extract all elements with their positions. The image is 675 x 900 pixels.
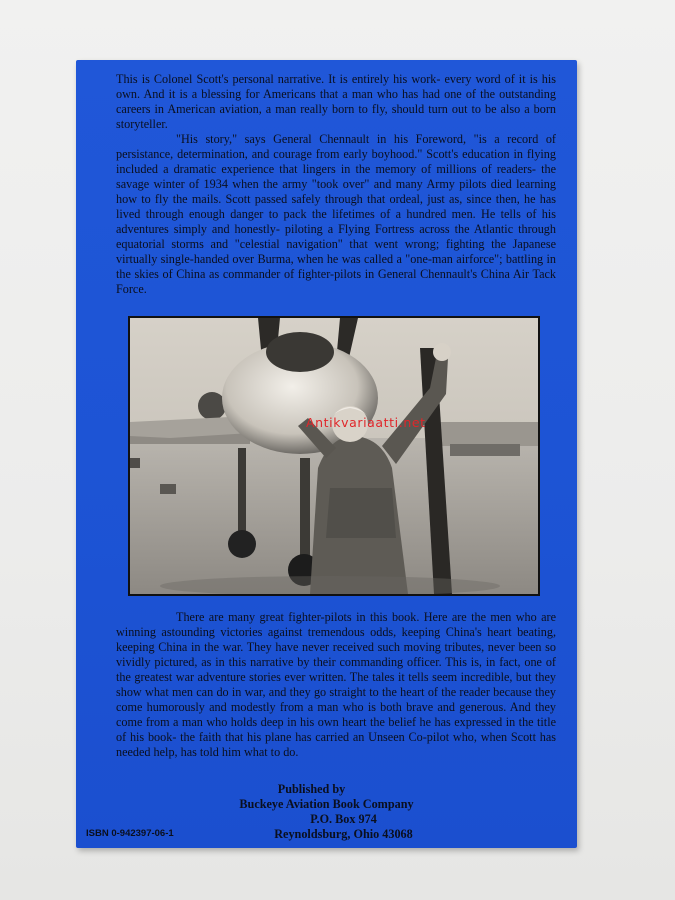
blurb-bottom-paragraph-1: There are many great fighter-pilots in this book. Here are the men who are winning astounding victories against tremendous odds, keeping China's heart beating, keeping China in the war. They have never received such moving tributes, never been so vividly pictured, as in this narrative by their commanding officer. This is, in fact, one of the greatest war adventure stories ever written. The tales it tells seem incredible, but they show what men can do in war, and they go straight to the heart of the reader because they come humorously and modestly from a man who is both brave and generous. And they come from a man who holds deep in his own heart the belief he has expressed in the title of his book- the faith that his plane has carried an Unseen Co-pilot who, when Scott has needed help, has told him what to do. bbox=[116, 610, 556, 759]
isbn-label: ISBN 0-942397-06-1 bbox=[86, 828, 174, 839]
book-back-cover bbox=[76, 60, 577, 848]
publisher-line-published-by: Published by bbox=[277, 782, 346, 796]
blurb-top bbox=[116, 72, 556, 297]
blurb-top-paragraph-1: This is Colonel Scott's personal narrative. It is entirely his work- every word of it is his own. And it is a blessing for Americans that a man who has had one of the outstanding careers in American aviation, a man really born to fly, should turn out to be also a born storyteller. bbox=[116, 72, 556, 131]
pilot-with-jet-photo bbox=[130, 318, 538, 594]
publisher-line-company: Buckeye Aviation Book Company bbox=[239, 797, 414, 811]
blurb-top-paragraph-2: "His story," says General Chennault in his Foreword, "is a record of persistance, determination, and courage from early boyhood." Scott's education in flying included a dramatic experience that lingers in the memory of millions of readers- the savage winter of 1934 when the army "took over" and many Army pilots died learning how to fly the mails. Scott passed safely through that ordeal, just as, since then, he has lived through enough danger to pack the lifetimes of a hundred men. He tells of his adventures simply and honestly- piloting a Flying Fortress across the Atlantic through equatorial storms and "celestial navigation" that went wrong; fighting the Japanese virtually single-handed over Burma, when he was called a "one-man airforce"; battling in the skies of China as commander of fighter-pilots in General Chennault's China Air Tack Force. bbox=[116, 132, 556, 296]
publisher-line-address: Reynoldsburg, Ohio 43068 bbox=[274, 827, 413, 841]
publisher-line-po-box: P.O. Box 974 bbox=[310, 812, 377, 826]
blurb-bottom bbox=[116, 610, 556, 760]
pilot-photo-frame bbox=[128, 316, 540, 596]
watermark-text: Antikvariaatti.net bbox=[306, 415, 426, 430]
photo-illustration bbox=[130, 318, 538, 594]
